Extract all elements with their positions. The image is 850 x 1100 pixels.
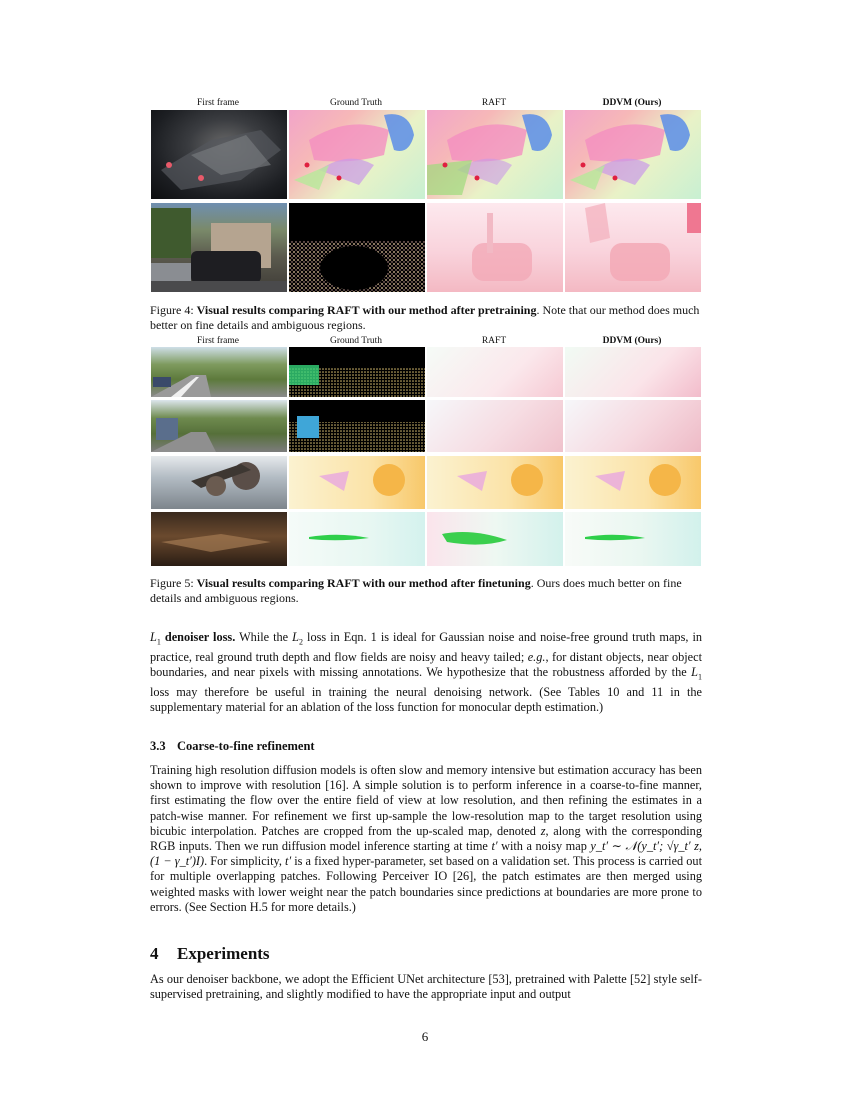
fig4-caption-label: Figure 4: (150, 303, 194, 317)
fig5-r3-gt-art (289, 456, 425, 509)
l1-text-3: , for distant objects, near object boundaries, and near pixels with missing annotations. We hypothesize that the robustness afforded by the (150, 649, 702, 679)
fig5-r2-ground-truth (289, 400, 425, 452)
fig5-r1-ddvm (565, 347, 701, 397)
l1-text-4: loss may therefore be useful in training the neural denoising network. (See Tables 10 and 11 in the supplementary material for an ablation of the loss function for monocular depth estimation.) (150, 684, 702, 714)
fig5-col-first-frame: First frame (197, 336, 239, 346)
fig5-r2-first-frame (151, 400, 287, 452)
fig5-r3-first-frame (151, 456, 287, 509)
fig5-caption-bold: Visual results comparing RAFT with our method after finetuning (196, 576, 531, 590)
fig5-r3-first-frame-art (151, 456, 287, 509)
fig5-r1-gt-art (289, 347, 425, 397)
l1-heading-sub: 1 (156, 637, 161, 647)
fig4-r2-ddvm (565, 203, 701, 292)
l1-text-2: loss in Eqn. 1 is ideal for Gaussian noise and noise-free ground truth maps, in practice, real ground truth depth and flow fields are noisy and heavy tailed; (150, 630, 703, 664)
fig4-col-ground-truth: Ground Truth (330, 98, 382, 108)
fig5-r3-ddvm-art (565, 456, 701, 509)
fig5-r4-first-frame (151, 512, 287, 566)
l1-text-1: While the (239, 630, 293, 644)
fig5-r2-raft (427, 400, 563, 452)
fig5-col-raft: RAFT (481, 336, 507, 346)
s33-tprime: t′ (491, 839, 498, 854)
l1-heading: denoiser loss. (164, 630, 236, 644)
fig5-r4-raft-art (427, 512, 563, 566)
fig4-r1-ddvm (565, 110, 701, 199)
fig4-r1-raft-art (427, 110, 563, 199)
section-3-3-heading (150, 739, 315, 754)
fig5-r3-ddvm (565, 456, 701, 509)
section-3-3-title: Coarse-to-fine refinement (177, 739, 315, 753)
fig5-r2-ddvm (565, 400, 701, 452)
fig4-r1-raft (427, 110, 563, 199)
s33-text-5: is a fixed hyper-parameter, set based on a validation set. This process is carried out for multiple overlapping patches. Following Perceiver IO [26], the patch estimates are then merged using weighted masks with lower weight near the patch boundaries since predictions at boundaries are more prone to errors. (See Section H.5 for more details.) (150, 854, 703, 914)
fig5-caption-label: Figure 5: (150, 576, 194, 590)
fig5-caption-rest: . Ours does much better on fine details and ambiguous regions. (150, 576, 682, 605)
section-3-3-number: 3.3 (150, 739, 166, 753)
fig5-r4-ground-truth (289, 512, 425, 566)
fig5-r1-raft (427, 347, 563, 397)
fig5-r2-gt-art (289, 400, 425, 452)
fig5-r2-first-frame-art (151, 400, 287, 452)
fig5-r3-raft (427, 456, 563, 509)
fig4-caption-bold: Visual results comparing RAFT with our method after pretraining (196, 303, 537, 317)
l1-sub: 1 (698, 672, 702, 682)
l2-sub: 2 (299, 637, 304, 647)
l2-symbol: L (292, 630, 300, 644)
fig4-r1-ground-truth (289, 110, 425, 199)
fig5-col-ground-truth: Ground Truth (330, 336, 382, 346)
fig5-r1-first-frame-art (151, 347, 287, 397)
fig5-r1-first-frame (151, 347, 287, 397)
s33-text-3: with a noisy map (497, 839, 591, 854)
fig4-r2-raft-art (427, 203, 563, 292)
fig5-r4-first-frame-art (151, 512, 287, 566)
s33-tprime-2: t′ (285, 854, 292, 869)
figure-4-caption (150, 303, 702, 333)
s33-formula: y_t′ ∼ 𝒩(y_t′; √γ_t′ z, (1 − γ_t′)I) (150, 839, 702, 869)
section-4-paragraph: As our denoiser backbone, we adopt the Efficient UNet architecture [53], pretrained with Palette [52] style self-supervised pretraining, and slightly modified to have the appropriate input and output (150, 972, 702, 1002)
fig4-r1-first-frame (151, 110, 287, 199)
fig5-r4-gt-art (289, 512, 425, 566)
fig4-col-ddvm: DDVM (Ours) (602, 98, 662, 108)
fig5-r4-ddvm (565, 512, 701, 566)
fig5-r3-raft-art (427, 456, 563, 509)
fig4-caption-rest: . Note that our method does much better on fine details and ambiguous regions. (150, 303, 700, 332)
fig4-col-raft: RAFT (481, 98, 507, 108)
fig4-r1-first-frame-art (151, 110, 287, 199)
fig4-r2-gt-art (289, 203, 425, 292)
fig4-r2-first-frame (151, 203, 287, 292)
fig4-col-first-frame: First frame (197, 98, 239, 108)
section-4-number: 4 (150, 944, 159, 963)
l1-loss-paragraph (150, 630, 702, 715)
figure-5-caption (150, 576, 702, 606)
s33-z: z (540, 823, 546, 838)
fig5-r3-ground-truth (289, 456, 425, 509)
page-number: 6 (421, 1029, 429, 1044)
l1-heading-symbol: L (150, 630, 157, 644)
fig4-r2-raft (427, 203, 563, 292)
l1-symbol: L (691, 664, 698, 679)
fig5-r1-ground-truth (289, 347, 425, 397)
fig4-r1-ddvm-art (565, 110, 701, 199)
section-4-heading (150, 944, 270, 964)
s33-text-1: Training high resolution diffusion models is often slow and memory intensive but estimation accuracy has been shown to improve with resolution [16]. A simple solution is to perform inference in a coarse-to-fine manner, first estimating the flow over the entire field of view at low resolution, and then refining the estimates in a patch-wise manner. For refinement we first up-sample the low-resolution map to the target resolution using bicubic interpolation. Patches are cropped from the up-scaled map, denoted (150, 763, 702, 838)
s33-text-4: . For simplicity, (204, 854, 286, 869)
l1-eg: e.g. (527, 649, 546, 664)
section-4-title: Experiments (177, 944, 270, 963)
fig5-r4-raft (427, 512, 563, 566)
s33-text-2: , along with the corresponding RGB inputs. Then we run diffusion model inference starting at time (150, 823, 702, 854)
fig5-col-ddvm: DDVM (Ours) (602, 336, 662, 346)
fig4-r1-gt-art (289, 110, 425, 199)
section-3-3-paragraph (150, 763, 702, 915)
fig5-r4-ddvm-art (565, 512, 701, 566)
fig4-r2-ddvm-art (565, 203, 701, 292)
fig4-r2-first-frame-art (151, 203, 287, 292)
fig4-r2-ground-truth (289, 203, 425, 292)
